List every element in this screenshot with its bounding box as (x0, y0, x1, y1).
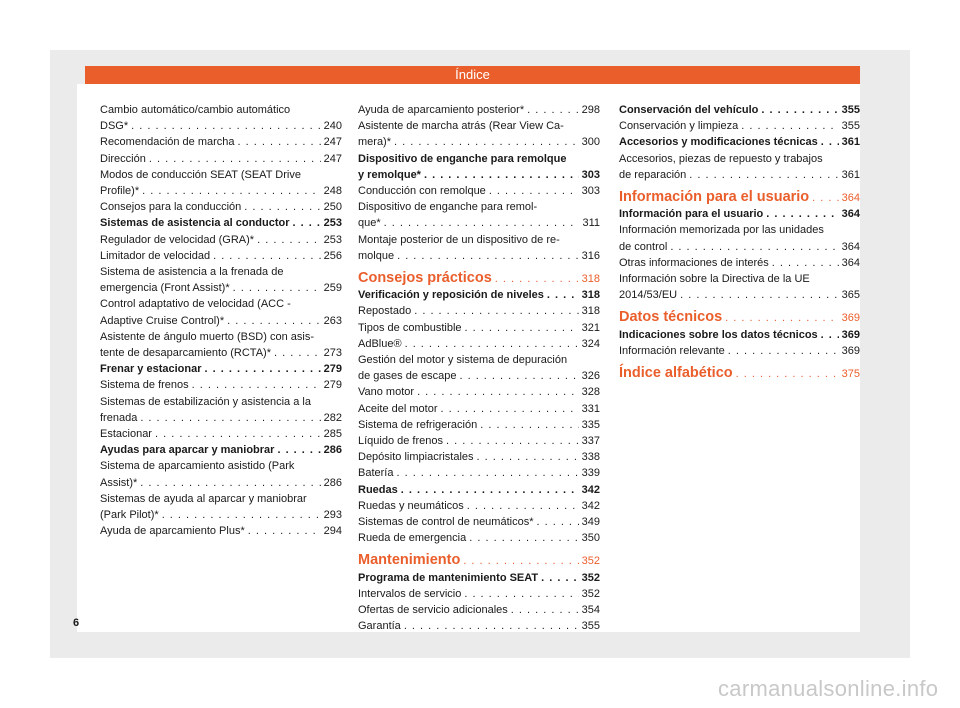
toc-page-number: 273 (323, 347, 342, 360)
toc-entry (100, 167, 342, 199)
toc-entry-title: Depósito limpiacristales (358, 451, 474, 464)
toc-entry (619, 327, 860, 343)
dot-leader (766, 206, 838, 222)
toc-page-number: 279 (323, 363, 342, 376)
toc-page-number: 253 (323, 217, 342, 230)
toc-page-number: 298 (581, 104, 600, 116)
toc-entry-title: Ruedas y neumáticos (358, 499, 464, 512)
toc-page-number: 355 (841, 104, 860, 116)
toc-entry-text: Dispositivo de enganche para remol- (358, 201, 538, 214)
toc-entry (358, 482, 600, 498)
toc-page-number: 253 (323, 233, 342, 246)
toc-page-number: 337 (581, 435, 600, 448)
toc-entry-title: Ayudas para aparcar y maniobrar (100, 444, 275, 457)
toc-entry-title: Indicaciones sobre los datos técnicos (619, 328, 818, 341)
dot-leader (274, 345, 321, 361)
dot-leader (405, 336, 579, 352)
toc-entry-title: Información para el usuario (619, 208, 764, 221)
toc-page-number: 250 (323, 201, 342, 214)
toc-entry-text: Sistema de aparcamiento asistido (Park (100, 460, 295, 473)
toc-page-number: 247 (323, 136, 342, 149)
dot-leader (464, 586, 578, 602)
toc-entry (358, 449, 600, 465)
dot-leader (689, 167, 838, 183)
toc-entry-title: de reparación (619, 168, 687, 181)
toc-entry-title: Regulador de velocidad (GRA)* (100, 233, 255, 246)
toc-entry-title: Información para el usuario (619, 189, 810, 206)
toc-entry-title: Información relevante (619, 344, 725, 357)
toc-page-number: 285 (323, 428, 342, 441)
toc-entry (358, 514, 600, 530)
toc-page-number: 300 (581, 136, 600, 149)
dot-leader (459, 368, 578, 384)
dot-leader (401, 482, 579, 498)
dot-leader (489, 183, 579, 199)
toc-entry (619, 118, 860, 134)
toc-entry (358, 417, 600, 433)
toc-entry-title: (Park Pilot)* (100, 509, 159, 522)
toc-page-number: 331 (581, 402, 600, 415)
toc-page-number: 365 (841, 289, 860, 302)
toc-entry-title: Tipos de combustible (358, 321, 462, 334)
toc-entry-title: Aceite del motor (358, 402, 438, 415)
watermark: carmanualsonline.info (718, 676, 939, 701)
toc-entry-text: Asistente de marcha atrás (Rear View Ca- (358, 120, 564, 133)
toc-page-number: 321 (581, 321, 600, 334)
dot-leader (511, 602, 579, 618)
toc-entry-title: Conservación del vehículo (619, 104, 759, 116)
toc-page-number: 311 (582, 217, 600, 230)
dot-leader (821, 134, 839, 150)
dot-leader (192, 377, 321, 393)
dot-leader (213, 248, 321, 264)
toc-page-number: 303 (581, 185, 600, 198)
dot-leader (821, 327, 839, 343)
toc-entry-title: Índice alfabético (619, 365, 733, 382)
dot-leader (414, 303, 578, 319)
toc-entry-title: Garantía (358, 620, 401, 633)
toc-page-number: 369 (841, 312, 860, 325)
dot-leader (131, 118, 321, 134)
dot-leader (155, 426, 321, 442)
toc-entry (100, 199, 342, 215)
toc-entry (100, 394, 342, 426)
toc-entry-title: Estacionar (100, 428, 152, 441)
toc-entry-title: Conducción con remolque (358, 185, 486, 198)
toc-page-number: 352 (581, 571, 600, 584)
toc-entry-title: Conservación y limpieza (619, 120, 739, 133)
toc-entry-title: Rueda de emergencia (358, 532, 467, 545)
dot-leader (467, 498, 579, 514)
dot-leader (205, 361, 321, 377)
toc-page-number: 316 (581, 249, 600, 262)
toc-entry-title: Intervalos de servicio (358, 587, 462, 600)
dot-leader (140, 410, 320, 426)
toc-page-number: 335 (581, 418, 600, 431)
toc-section-heading (358, 270, 600, 287)
toc-entry (100, 296, 342, 328)
toc-entry (619, 255, 860, 271)
dot-leader (741, 118, 838, 134)
toc-page-number: 355 (841, 120, 860, 133)
toc-page-number: 282 (323, 411, 342, 424)
toc-entry-title: Ofertas de servicio adicionales (358, 604, 508, 617)
toc-page-number: 318 (581, 305, 600, 318)
toc-entry-title: Programa de mantenimiento SEAT (358, 571, 539, 584)
toc-section-heading (619, 365, 860, 382)
toc-entry (619, 222, 860, 254)
toc-entry (100, 458, 342, 490)
toc-entry (358, 530, 600, 546)
toc-page-number: 318 (581, 289, 600, 302)
toc-entry (358, 352, 600, 384)
toc-entry-title: Verificación y reposición de niveles (358, 289, 544, 302)
toc-entry-title: Adaptive Cruise Control)* (100, 314, 225, 327)
toc-entry-title: Sistema de refrigeración (358, 418, 478, 431)
toc-entry-title: Frenar y estacionar (100, 363, 202, 376)
toc-entry (358, 320, 600, 336)
dot-leader (233, 280, 321, 296)
toc-entry (619, 206, 860, 222)
toc-entry-text: Modos de conducción SEAT (SEAT Drive (100, 168, 301, 181)
toc-entry-text: Control adaptativo de velocidad (ACC - (100, 298, 291, 311)
toc-entry-title: de control (619, 240, 668, 253)
toc-entry (358, 336, 600, 352)
index-column-3 (619, 102, 860, 382)
dot-leader (541, 570, 579, 586)
toc-entry-title: Ruedas (358, 483, 398, 496)
toc-entry (100, 102, 342, 134)
toc-page-number: 328 (581, 386, 600, 399)
toc-page-number: 364 (841, 240, 860, 253)
toc-page-number: 369 (841, 344, 860, 357)
toc-page-number: 355 (581, 620, 600, 633)
toc-page-number: 364 (841, 208, 860, 221)
dot-leader (736, 366, 839, 382)
toc-page-number: 349 (581, 516, 600, 529)
toc-entry (358, 433, 600, 449)
toc-page-number: 375 (841, 368, 860, 381)
toc-entry (358, 287, 600, 303)
toc-page-number: 339 (581, 467, 600, 480)
toc-entry-title: de gases de escape (358, 370, 457, 383)
toc-page-number: 279 (323, 379, 342, 392)
dot-leader (465, 320, 579, 336)
toc-page-number: 286 (323, 444, 342, 457)
dot-leader (417, 384, 579, 400)
dot-leader (248, 523, 321, 539)
toc-entry-title: Accesorios y modificaciones técnicas (619, 136, 818, 149)
toc-entry-title: Datos técnicos (619, 309, 723, 326)
toc-entry-text: Gestión del motor y sistema de depuración (358, 354, 568, 367)
toc-entry (358, 232, 600, 264)
dot-leader (142, 183, 321, 199)
dot-leader (680, 287, 839, 303)
toc-entry-title: emergencia (Front Assist)* (100, 282, 230, 295)
toc-entry (100, 523, 342, 539)
index-column-1 (100, 102, 342, 539)
toc-entry-title: Ayuda de aparcamiento Plus* (100, 525, 245, 538)
toc-entry (100, 361, 342, 377)
toc-entry-title: Batería (358, 467, 394, 480)
toc-entry-title: Sistema de frenos (100, 379, 189, 392)
toc-page-number: 342 (581, 483, 600, 496)
index-content (77, 84, 860, 632)
toc-entry (358, 401, 600, 417)
dot-leader (772, 255, 839, 271)
toc-entry (358, 118, 600, 150)
toc-entry-text: Cambio automático/cambio automático (100, 104, 291, 116)
dot-leader (238, 134, 321, 150)
toc-entry-title: frenada (100, 411, 138, 424)
dot-leader (728, 343, 839, 359)
toc-entry (619, 134, 860, 150)
toc-page-number: 364 (841, 256, 860, 269)
toc-page-number: 263 (323, 314, 342, 327)
dot-leader (397, 248, 579, 264)
toc-page-number: 318 (581, 273, 600, 286)
dot-leader (440, 401, 578, 417)
page-number: 6 (73, 617, 80, 629)
toc-entry (100, 264, 342, 296)
toc-entry (358, 570, 600, 586)
toc-entry-text: Sistemas de estabilización y asistencia a la (100, 395, 311, 408)
toc-entry (619, 271, 860, 303)
dot-leader (244, 199, 320, 215)
toc-page-number: 256 (323, 249, 342, 262)
toc-section-heading (358, 552, 600, 569)
toc-page-number: 303 (581, 168, 600, 181)
toc-entry-title: DSG* (100, 120, 129, 133)
toc-entry-title: tente de desaparcamiento (RCTA)* (100, 347, 271, 360)
index-title-band (85, 66, 860, 84)
toc-entry-title: Líquido de frenos (358, 435, 444, 448)
toc-entry (358, 465, 600, 481)
toc-entry (358, 303, 600, 319)
toc-entry (100, 248, 342, 264)
dot-leader (480, 417, 578, 433)
toc-entry-text: Montaje posterior de un dispositivo de re- (358, 233, 560, 246)
toc-entry-text: Sistemas de ayuda al aparcar y maniobrar (100, 492, 307, 505)
dot-leader (394, 134, 579, 150)
toc-page-number: 364 (841, 192, 860, 205)
toc-entry (100, 134, 342, 150)
toc-entry (100, 329, 342, 361)
toc-page-number: 247 (323, 152, 342, 165)
toc-page-number: 369 (841, 328, 860, 341)
toc-entry (100, 426, 342, 442)
dot-leader (670, 239, 838, 255)
toc-page-number: 361 (841, 168, 860, 181)
toc-entry-text: Accesorios, piezas de repuesto y trabajos (619, 152, 823, 165)
toc-entry-title: 2014/53/EU (619, 289, 678, 302)
toc-entry-title: AdBlue® (358, 337, 402, 350)
toc-page-number: 352 (581, 555, 600, 568)
toc-section-heading (619, 309, 860, 326)
dot-leader (404, 618, 579, 634)
toc-page-number: 361 (841, 136, 860, 149)
dot-leader (469, 530, 578, 546)
toc-entry-title: y remolque* (358, 168, 421, 181)
toc-entry-title: Sistemas de asistencia al conductor (100, 217, 290, 230)
toc-entry-text: Sistema de asistencia a la frenada de (100, 266, 284, 279)
toc-page-number: 248 (323, 185, 342, 198)
dot-leader (162, 507, 321, 523)
toc-entry-title: Profile)* (100, 185, 140, 198)
dot-leader (257, 232, 321, 248)
index-column-2 (358, 102, 600, 635)
toc-entry (100, 377, 342, 393)
dot-leader (446, 433, 579, 449)
dot-leader (495, 271, 579, 287)
toc-entry (619, 151, 860, 183)
toc-entry (358, 618, 600, 634)
dot-leader (547, 287, 579, 303)
toc-entry (358, 384, 600, 400)
toc-entry (358, 102, 600, 118)
toc-entry (358, 498, 600, 514)
toc-entry-title: Ayuda de aparcamiento posterior* (358, 104, 525, 116)
toc-entry (619, 343, 860, 359)
toc-entry (358, 151, 600, 183)
dot-leader (812, 190, 838, 206)
toc-entry-title: Otras informaciones de interés (619, 256, 769, 269)
dot-leader (761, 102, 838, 118)
toc-entry-text: Información memorizada por las unidades (619, 224, 824, 237)
toc-page-number: 338 (581, 451, 600, 464)
toc-entry (619, 102, 860, 118)
dot-leader (149, 151, 321, 167)
toc-entry-title: molque (358, 249, 395, 262)
dot-leader (536, 514, 578, 530)
dot-leader (477, 449, 579, 465)
toc-entry (100, 491, 342, 523)
dot-leader (527, 102, 579, 118)
toc-entry (100, 151, 342, 167)
toc-entry-text: Asistente de ángulo muerto (BSD) con asis- (100, 330, 314, 343)
toc-entry-title: Vano motor (358, 386, 415, 399)
dot-leader (396, 465, 578, 481)
toc-entry-title: Limitador de velocidad (100, 249, 211, 262)
toc-page-number: 240 (323, 120, 342, 133)
toc-page-number: 293 (323, 509, 342, 522)
toc-entry-title: Assist)* (100, 476, 138, 489)
toc-entry (358, 183, 600, 199)
toc-section-heading (619, 189, 860, 206)
toc-page-number: 352 (581, 587, 600, 600)
toc-entry (358, 586, 600, 602)
toc-entry-title: Recomendación de marcha (100, 136, 235, 149)
dot-leader (140, 475, 320, 491)
dot-leader (725, 310, 838, 326)
index-title: Índice (455, 67, 490, 82)
toc-page-number: 259 (323, 282, 342, 295)
toc-entry (358, 199, 600, 231)
toc-page-number: 354 (581, 604, 600, 617)
toc-entry-title: Repostado (358, 305, 412, 318)
toc-entry-title: Sistemas de control de neumáticos* (358, 516, 534, 529)
dot-leader (227, 313, 321, 329)
toc-entry-title: Dirección (100, 152, 146, 165)
toc-entry-title: mera)* (358, 136, 392, 149)
toc-entry-text: Dispositivo de enganche para remolque (358, 152, 567, 165)
toc-entry (100, 215, 342, 231)
dot-leader (463, 553, 578, 569)
dot-leader (424, 167, 579, 183)
dot-leader (293, 215, 321, 231)
toc-page-number: 286 (323, 476, 342, 489)
toc-entry-title: Consejos prácticos (358, 270, 492, 287)
toc-page-number: 350 (581, 532, 600, 545)
toc-entry-title: que* (358, 217, 381, 230)
toc-page-number: 342 (581, 499, 600, 512)
toc-entry (358, 602, 600, 618)
toc-entry (100, 442, 342, 458)
toc-entry-title: Mantenimiento (358, 552, 461, 569)
toc-entry (100, 232, 342, 248)
toc-entry-title: Consejos para la conducción (100, 201, 242, 214)
toc-page-number: 324 (581, 337, 600, 350)
toc-page-number: 294 (323, 525, 342, 538)
toc-entry-text: Información sobre la Directiva de la UE (619, 273, 810, 286)
dot-leader (277, 442, 320, 458)
dot-leader (384, 215, 580, 231)
toc-page-number: 326 (581, 370, 600, 383)
